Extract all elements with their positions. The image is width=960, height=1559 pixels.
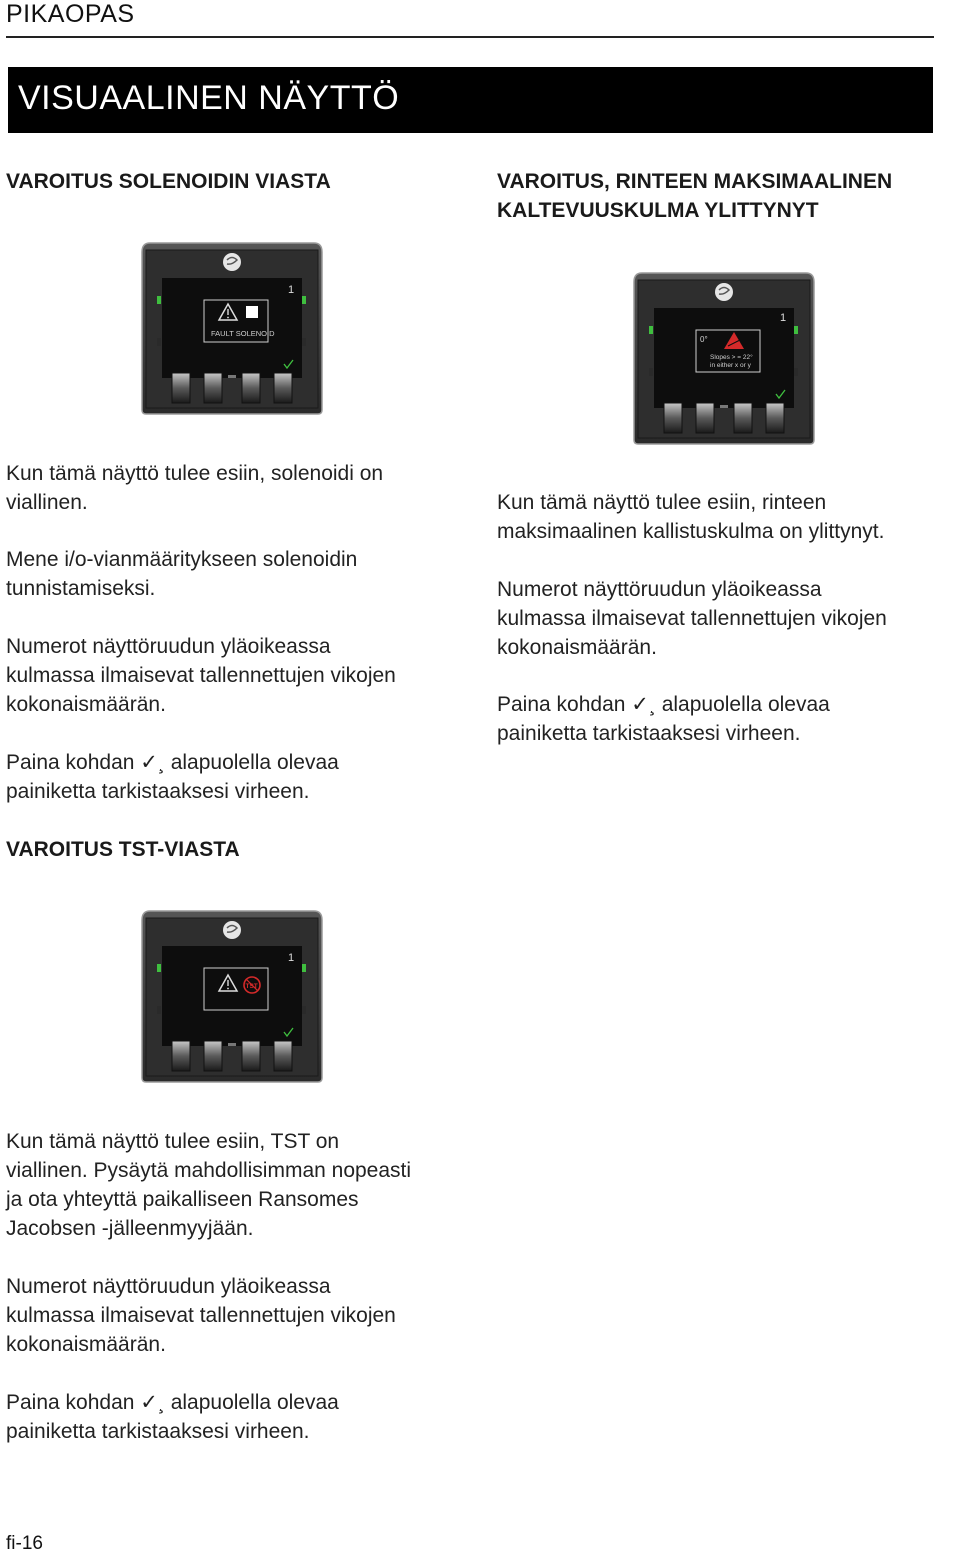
- screen-message-line-1: Slopes > = 22°: [710, 354, 753, 361]
- slope-display-device: [632, 270, 816, 445]
- brand-logo-icon: [223, 253, 241, 271]
- document-header-title: PIKAOPAS: [6, 0, 135, 28]
- banner-title: VISUAALINEN NÄYTTÖ: [18, 79, 400, 117]
- solenoid-icon: [246, 306, 258, 318]
- slope-angle-readout: 0°: [700, 335, 708, 344]
- svg-text:TST: TST: [245, 983, 258, 990]
- button-3: [242, 373, 260, 403]
- brand-logo-icon: [223, 921, 241, 939]
- button-2: [204, 373, 222, 403]
- tst-display-device: [140, 908, 324, 1083]
- button-2: [696, 403, 714, 433]
- tst-paragraph-1: Kun tämä näyttö tulee esiin, TST on viallinen. Pysäytä mahdollisimman nopeasti ja ota yhteyttä paikalliseen Ransomes Jacobsen -jälleenmyyjään.: [6, 1130, 412, 1240]
- fault-count: 1: [288, 952, 295, 964]
- tst-paragraph-2: Numerot näyttöruudun yläoikeassa kulmassa ilmaisevat tallennettujen vikojen kokonaismäärän.: [6, 1275, 396, 1356]
- button-1: [172, 373, 190, 403]
- page-number: fi-16: [6, 1533, 43, 1554]
- screen-message: FAULT SOLENOID: [211, 329, 275, 338]
- button-4: [274, 1041, 292, 1071]
- header-rule: [6, 36, 934, 38]
- slope-paragraph-2: Numerot näyttöruudun yläoikeassa kulmassa ilmaisevat tallennettujen vikojen kokonaismäärän.: [497, 578, 887, 659]
- fault-count: 1: [288, 284, 295, 296]
- tst-heading: VAROITUS TST-VIASTA: [6, 838, 240, 861]
- solenoid-paragraph-1: Kun tämä näyttö tulee esiin, solenoidi on viallinen.: [6, 462, 384, 514]
- button-2: [204, 1041, 222, 1071]
- button-4: [274, 373, 292, 403]
- brand-logo-icon: [715, 283, 733, 301]
- button-1: [172, 1041, 190, 1071]
- solenoid-heading: VAROITUS SOLENOIDIN VIASTA: [6, 170, 331, 193]
- left-status-led: [157, 964, 161, 972]
- slope-paragraph-1: Kun tämä näyttö tulee esiin, rinteen maksimaalinen kallistuskulma on ylittynyt.: [497, 491, 885, 543]
- button-3: [734, 403, 752, 433]
- solenoid-paragraph-4: Paina kohdan ✓¸ alapuolella olevaa painiketta tarkistaaksesi virheen.: [6, 751, 339, 803]
- slope-heading: VAROITUS, RINTEEN MAKSIMAALINEN KALTEVUUSKULMA YLITTYNYT: [497, 170, 893, 222]
- tst-paragraph-3: Paina kohdan ✓¸ alapuolella olevaa painiketta tarkistaaksesi virheen.: [6, 1391, 339, 1443]
- screen-message-line-2: in either x or y: [710, 362, 751, 369]
- section-banner: [8, 67, 933, 133]
- right-status-led: [302, 296, 306, 304]
- solenoid-paragraph-2: Mene i/o-vianmääritykseen solenoidin tunnistamiseksi.: [6, 548, 358, 600]
- slope-paragraph-3: Paina kohdan ✓¸ alapuolella olevaa painiketta tarkistaaksesi virheen.: [497, 693, 830, 745]
- fault-count: 1: [780, 312, 787, 324]
- left-status-led: [157, 296, 161, 304]
- button-4: [766, 403, 784, 433]
- left-status-led: [649, 326, 653, 334]
- button-3: [242, 1041, 260, 1071]
- solenoid-display-device: [140, 240, 324, 415]
- solenoid-paragraph-3: Numerot näyttöruudun yläoikeassa kulmassa ilmaisevat tallennettujen vikojen kokonaismäärän.: [6, 635, 396, 716]
- right-status-led: [794, 326, 798, 334]
- button-1: [664, 403, 682, 433]
- right-status-led: [302, 964, 306, 972]
